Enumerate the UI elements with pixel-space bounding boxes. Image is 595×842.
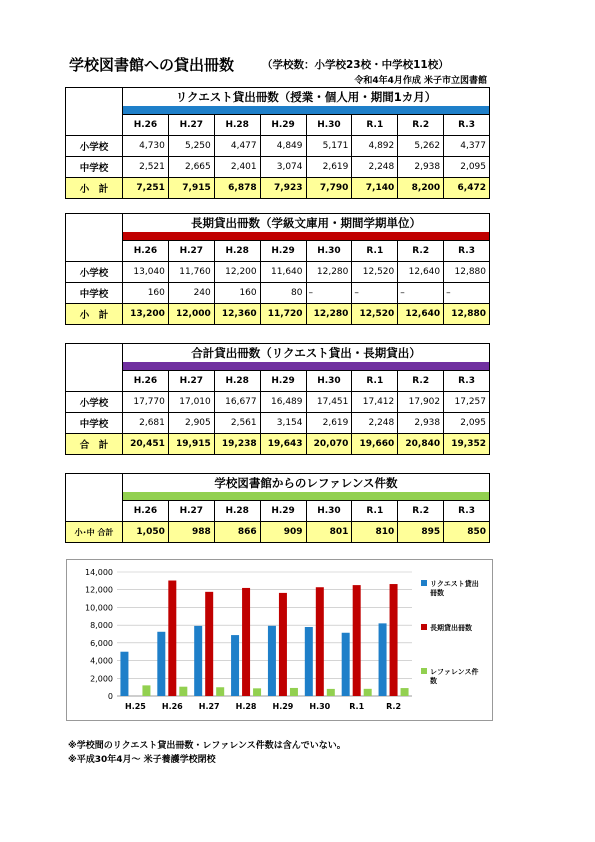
creation-date: 令和4年4月作成	[354, 76, 421, 86]
bar-1	[316, 587, 324, 696]
bar-2	[327, 689, 335, 696]
table-cell: 2,905	[168, 413, 214, 434]
table-cell: 2,665	[168, 157, 214, 178]
table-heading: 長期貸出冊数（学級文庫用・期間学期単位）	[123, 214, 490, 233]
table-cell: 909	[260, 522, 306, 543]
year-header: R.2	[398, 371, 444, 392]
table-cell: 7,923	[260, 178, 306, 199]
year-header: H.30	[306, 371, 352, 392]
x-tick-label: H.26	[161, 702, 183, 711]
total-row	[66, 178, 490, 199]
bar-1	[279, 593, 287, 696]
school-count-subtitle: （学校数：小学校23校・中学校11校）	[262, 59, 449, 71]
table-cell: 810	[352, 522, 398, 543]
table-cell: 4,477	[214, 136, 260, 157]
y-tick-label: 12,000	[85, 585, 113, 595]
table-cell: 2,248	[352, 413, 398, 434]
table-cell: 17,010	[168, 392, 214, 413]
table-cell: 2,521	[123, 157, 169, 178]
table-cell: 6,878	[214, 178, 260, 199]
year-header: H.26	[123, 501, 169, 522]
row-label: 中学校	[66, 157, 123, 178]
y-tick-label: 4,000	[90, 656, 113, 666]
table-cell: 2,561	[214, 413, 260, 434]
table-cell: 3,154	[260, 413, 306, 434]
year-header: H.29	[260, 241, 306, 262]
y-tick-label: 0	[107, 692, 113, 701]
y-tick-label: 6,000	[90, 638, 113, 648]
year-header: H.29	[260, 115, 306, 136]
table-cell: 2,095	[444, 157, 490, 178]
table-cell: 2,401	[214, 157, 260, 178]
chart-svg	[67, 560, 492, 720]
table-cell: –	[398, 283, 444, 304]
table-color-bar	[123, 232, 490, 241]
table-cell: 12,200	[214, 262, 260, 283]
year-header: R.2	[398, 115, 444, 136]
bar-2	[216, 687, 224, 696]
x-tick-label: H.25	[125, 702, 146, 711]
year-header: H.27	[168, 501, 214, 522]
lending-table-4	[65, 473, 490, 543]
legend-swatch	[421, 624, 427, 630]
table-cell: 20,451	[123, 434, 169, 455]
table-cell: 4,892	[352, 136, 398, 157]
year-header: H.27	[168, 115, 214, 136]
table-row	[66, 157, 490, 178]
table-row	[66, 283, 490, 304]
year-header: R.2	[398, 501, 444, 522]
y-tick-label: 8,000	[90, 621, 113, 631]
x-tick-label: H.27	[198, 702, 220, 711]
bar-2	[179, 687, 187, 696]
row-label: 小学校	[66, 262, 123, 283]
table-cell: –	[444, 283, 490, 304]
table-corner	[66, 214, 123, 262]
table-color-bar	[123, 492, 490, 501]
table-cell: 7,915	[168, 178, 214, 199]
total-row	[66, 522, 490, 543]
y-tick-label: 2,000	[90, 674, 113, 684]
year-header: H.26	[123, 371, 169, 392]
year-header: R.3	[444, 115, 490, 136]
table-cell: 7,790	[306, 178, 352, 199]
table-cell: 2,095	[444, 413, 490, 434]
table-cell: 2,681	[123, 413, 169, 434]
table-cell: 19,238	[214, 434, 260, 455]
year-header: H.27	[168, 241, 214, 262]
year-header: H.28	[214, 371, 260, 392]
x-tick-label: H.29	[272, 702, 294, 711]
table-cell: 12,880	[444, 304, 490, 325]
footnote-2: ※平成30年4月～ 米子養護学校閉校	[68, 755, 216, 765]
year-header: R.3	[444, 501, 490, 522]
table-row	[66, 413, 490, 434]
table-cell: 7,140	[352, 178, 398, 199]
table-cell: 13,040	[123, 262, 169, 283]
table-cell: 20,840	[398, 434, 444, 455]
bar-0	[268, 626, 276, 696]
table-cell: 5,171	[306, 136, 352, 157]
table-cell: 850	[444, 522, 490, 543]
table-cell: 12,520	[352, 304, 398, 325]
table-cell: 11,760	[168, 262, 214, 283]
table-cell: 2,619	[306, 157, 352, 178]
table-cell: 17,451	[306, 392, 352, 413]
x-tick-label: R.2	[386, 702, 402, 711]
table-row	[66, 262, 490, 283]
table-cell: 4,730	[123, 136, 169, 157]
bar-2	[142, 685, 150, 696]
table-cell: 11,640	[260, 262, 306, 283]
row-label: 中学校	[66, 283, 123, 304]
bar-0	[194, 626, 202, 696]
table-cell: 160	[123, 283, 169, 304]
table-cell: 1,050	[123, 522, 169, 543]
year-header: R.1	[352, 241, 398, 262]
table-cell: 17,257	[444, 392, 490, 413]
table-cell: 16,677	[214, 392, 260, 413]
lending-table-2	[65, 213, 490, 325]
bar-0	[157, 632, 165, 696]
year-header: H.27	[168, 371, 214, 392]
table-row	[66, 392, 490, 413]
footnote-1: ※学校間のリクエスト貸出冊数・レファレンス件数は含んでいない。	[68, 741, 346, 751]
lending-chart	[66, 559, 493, 721]
bar-2	[364, 689, 372, 696]
table-cell: 2,938	[398, 413, 444, 434]
table-cell: 866	[214, 522, 260, 543]
table-cell: 5,262	[398, 136, 444, 157]
x-tick-label: H.30	[309, 702, 331, 711]
table-cell: 19,643	[260, 434, 306, 455]
bar-0	[342, 633, 350, 696]
year-header: H.30	[306, 115, 352, 136]
table-heading: リクエスト貸出冊数（授業・個人用・期間1カ月）	[123, 88, 490, 107]
year-header: H.29	[260, 501, 306, 522]
table-cell: 13,200	[123, 304, 169, 325]
year-header: R.1	[352, 371, 398, 392]
table-color-bar	[123, 106, 490, 115]
year-header: H.26	[123, 241, 169, 262]
table-cell: 988	[168, 522, 214, 543]
table-cell: 19,660	[352, 434, 398, 455]
table-cell: 240	[168, 283, 214, 304]
year-header: R.1	[352, 501, 398, 522]
year-header: H.30	[306, 241, 352, 262]
row-label: 小学校	[66, 136, 123, 157]
table-cell: 17,770	[123, 392, 169, 413]
bar-1	[205, 592, 213, 696]
legend-label: リクエスト貸出冊数	[430, 580, 479, 597]
table-cell: 2,248	[352, 157, 398, 178]
table-cell: 12,360	[214, 304, 260, 325]
table-cell: 17,902	[398, 392, 444, 413]
table-cell: 4,849	[260, 136, 306, 157]
table-cell: 5,250	[168, 136, 214, 157]
year-header: H.28	[214, 501, 260, 522]
creation-info	[354, 73, 487, 86]
table-corner	[66, 88, 123, 136]
bar-0	[305, 627, 313, 696]
lending-table-1	[65, 87, 490, 199]
bar-1	[242, 588, 250, 696]
bar-1	[390, 584, 398, 696]
table-cell: 6,472	[444, 178, 490, 199]
table-heading: 合計貸出冊数（リクエスト貸出・長期貸出）	[123, 344, 490, 363]
bar-0	[379, 623, 387, 696]
table-cell: 12,000	[168, 304, 214, 325]
table-cell: 12,280	[306, 304, 352, 325]
row-label: 小 計	[66, 178, 123, 199]
bar-1	[168, 581, 176, 696]
table-heading: 学校図書館からのレファレンス件数	[123, 474, 490, 493]
table-cell: 80	[260, 283, 306, 304]
row-label: 合 計	[66, 434, 123, 455]
table-cell: 17,412	[352, 392, 398, 413]
table-cell: 4,377	[444, 136, 490, 157]
table-cell: 16,489	[260, 392, 306, 413]
table-cell: 12,880	[444, 262, 490, 283]
total-row	[66, 434, 490, 455]
table-cell: 895	[398, 522, 444, 543]
legend-swatch	[421, 580, 427, 586]
table-cell: 2,938	[398, 157, 444, 178]
bar-1	[353, 585, 361, 696]
legend-label: 長期貸出冊数	[430, 624, 472, 632]
table-cell: 11,720	[260, 304, 306, 325]
lending-table-3	[65, 343, 490, 455]
table-cell: 19,352	[444, 434, 490, 455]
bar-2	[290, 688, 298, 696]
bar-2	[401, 688, 409, 696]
table-cell: 12,520	[352, 262, 398, 283]
table-cell: 801	[306, 522, 352, 543]
year-header: R.3	[444, 241, 490, 262]
y-tick-label: 10,000	[85, 603, 113, 613]
bar-0	[120, 652, 128, 696]
table-cell: 3,074	[260, 157, 306, 178]
table-cell: 160	[214, 283, 260, 304]
y-tick-label: 14,000	[85, 568, 113, 577]
table-cell: 7,251	[123, 178, 169, 199]
year-header: R.1	[352, 115, 398, 136]
year-header: H.30	[306, 501, 352, 522]
year-header: H.29	[260, 371, 306, 392]
total-row	[66, 304, 490, 325]
x-tick-label: R.1	[349, 702, 365, 711]
table-row	[66, 136, 490, 157]
row-label: 小･中 合計	[66, 522, 123, 543]
bar-2	[253, 688, 261, 696]
legend-label: レファレンス件数	[430, 668, 479, 685]
table-color-bar	[123, 362, 490, 371]
table-cell: 12,280	[306, 262, 352, 283]
table-cell: –	[352, 283, 398, 304]
row-label: 中学校	[66, 413, 123, 434]
table-cell: –	[306, 283, 352, 304]
author-name: 米子市立図書館	[423, 76, 487, 86]
table-cell: 20,070	[306, 434, 352, 455]
legend-swatch	[421, 668, 427, 674]
year-header: H.28	[214, 241, 260, 262]
table-cell: 12,640	[398, 262, 444, 283]
table-corner	[66, 344, 123, 392]
year-header: R.3	[444, 371, 490, 392]
page-title: 学校図書館への貸出冊数	[69, 56, 235, 74]
x-tick-label: H.28	[235, 702, 257, 711]
year-header: H.28	[214, 115, 260, 136]
bar-0	[231, 635, 239, 696]
table-cell: 2,619	[306, 413, 352, 434]
year-header: R.2	[398, 241, 444, 262]
table-cell: 12,640	[398, 304, 444, 325]
table-cell: 19,915	[168, 434, 214, 455]
year-header: H.26	[123, 115, 169, 136]
row-label: 小学校	[66, 392, 123, 413]
table-corner	[66, 474, 123, 522]
table-cell: 8,200	[398, 178, 444, 199]
row-label: 小 計	[66, 304, 123, 325]
